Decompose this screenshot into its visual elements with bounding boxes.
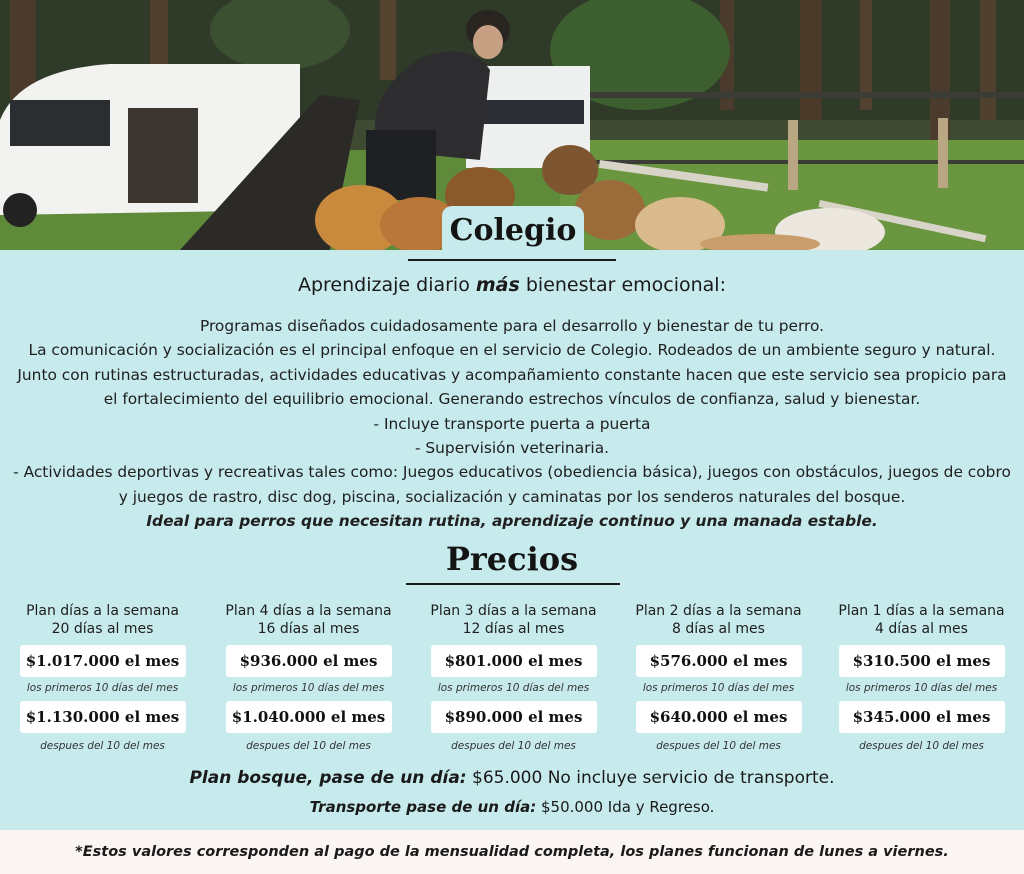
intro-line: - Incluye transporte puerta a puerta <box>373 414 651 433</box>
plan-card <box>206 602 411 752</box>
price-first-note: los primeros 10 días del mes <box>437 682 590 694</box>
price-after-period: $890.000 el mes <box>431 701 597 733</box>
price-after-period: $640.000 el mes <box>636 701 802 733</box>
price-first-period: $801.000 el mes <box>431 645 597 677</box>
plan-card <box>411 602 616 752</box>
intro-line: Programas diseñados cuidadosamente para el desarrollo y bienestar de tu perro. <box>199 317 825 335</box>
price-after-note: despues del 10 del mes <box>656 740 781 752</box>
intro-line: - Actividades deportivas y recreativas tales como: Juegos educativos (obediencia básica), juegos con obstáculos, juegos de cobro y juegos de rastro, disc dog, piscina, socialización y caminatas por los senderos naturales del bosque. <box>13 463 1011 506</box>
plan-name: Plan 1 días a la semana 4 días al mes <box>838 603 1005 637</box>
price-first-note: los primeros 10 días del mes <box>232 682 385 694</box>
prices-underline <box>406 583 620 585</box>
price-first-period: $310.500 el mes <box>839 645 1005 677</box>
price-first-period: $1.017.000 el mes <box>20 645 186 677</box>
price-after-note: despues del 10 del mes <box>451 740 576 752</box>
transporte-text: $50.000 Ida y Regreso. <box>536 798 715 816</box>
price-after-period: $1.040.000 el mes <box>226 701 392 733</box>
price-after-note: despues del 10 del mes <box>859 740 984 752</box>
footer-note <box>0 830 1024 874</box>
price-after-period: $1.130.000 el mes <box>20 701 186 733</box>
price-first-period: $576.000 el mes <box>636 645 802 677</box>
price-first-note: los primeros 10 días del mes <box>845 682 998 694</box>
plan-name: Plan 2 días a la semana 8 días al mes <box>635 603 802 637</box>
plan-bosque-text: $65.000 No incluye servicio de transporte. <box>466 768 835 788</box>
price-after-note: despues del 10 del mes <box>40 740 165 752</box>
plan-name: Plan 3 días a la semana 12 días al mes <box>430 603 597 637</box>
price-after-period: $345.000 el mes <box>839 701 1005 733</box>
plan-card <box>819 602 1024 752</box>
price-first-note: los primeros 10 días del mes <box>642 682 795 694</box>
title-underline <box>408 259 616 261</box>
transporte-day-pass <box>0 798 1024 816</box>
ideal-statement: Ideal para perros que necesitan rutina, aprendizaje continuo y una manada estable. <box>146 512 878 531</box>
plan-name: Plan 4 días a la semana 16 días al mes <box>225 603 392 637</box>
subtitle-part-1: Aprendizaje diario <box>297 274 476 296</box>
prices-title: Precios <box>445 540 579 578</box>
intro-line: La comunicación y socialización es el principal enfoque en el servicio de Colegio. Rodeados de un ambiente seguro y natural. Junto con rutinas estructuradas, actividades educativas y acompañamiento constante hacen que este servicio sea propicio para el fortalecimiento del equilibrio emocional. Generando estrechos vínculos de confianza, salud y bienestar. <box>17 341 1007 409</box>
colegio-title: Colegio <box>442 206 584 254</box>
transporte-label: Transporte pase de un día: <box>309 798 537 816</box>
intro-line: - Supervisión veterinaria. <box>414 439 610 458</box>
price-first-period: $936.000 el mes <box>226 645 392 677</box>
subtitle-part-2: bienestar emocional: <box>519 274 726 296</box>
intro-description <box>10 314 1014 534</box>
footer-text: *Estos valores corresponden al pago de la mensualidad completa, los planes funcionan de lunes a viernes. <box>75 844 949 860</box>
plan-name: Plan días a la semana 20 días al mes <box>26 603 179 637</box>
intro-subtitle <box>0 274 1024 296</box>
plan-card <box>616 602 821 752</box>
plan-card <box>0 602 205 752</box>
subtitle-emphasis: más <box>475 274 520 296</box>
plan-bosque-label: Plan bosque, pase de un día: <box>189 768 467 788</box>
plan-bosque <box>0 768 1024 788</box>
price-plans <box>0 602 1024 752</box>
price-after-note: despues del 10 del mes <box>246 740 371 752</box>
price-first-note: los primeros 10 días del mes <box>26 682 179 694</box>
